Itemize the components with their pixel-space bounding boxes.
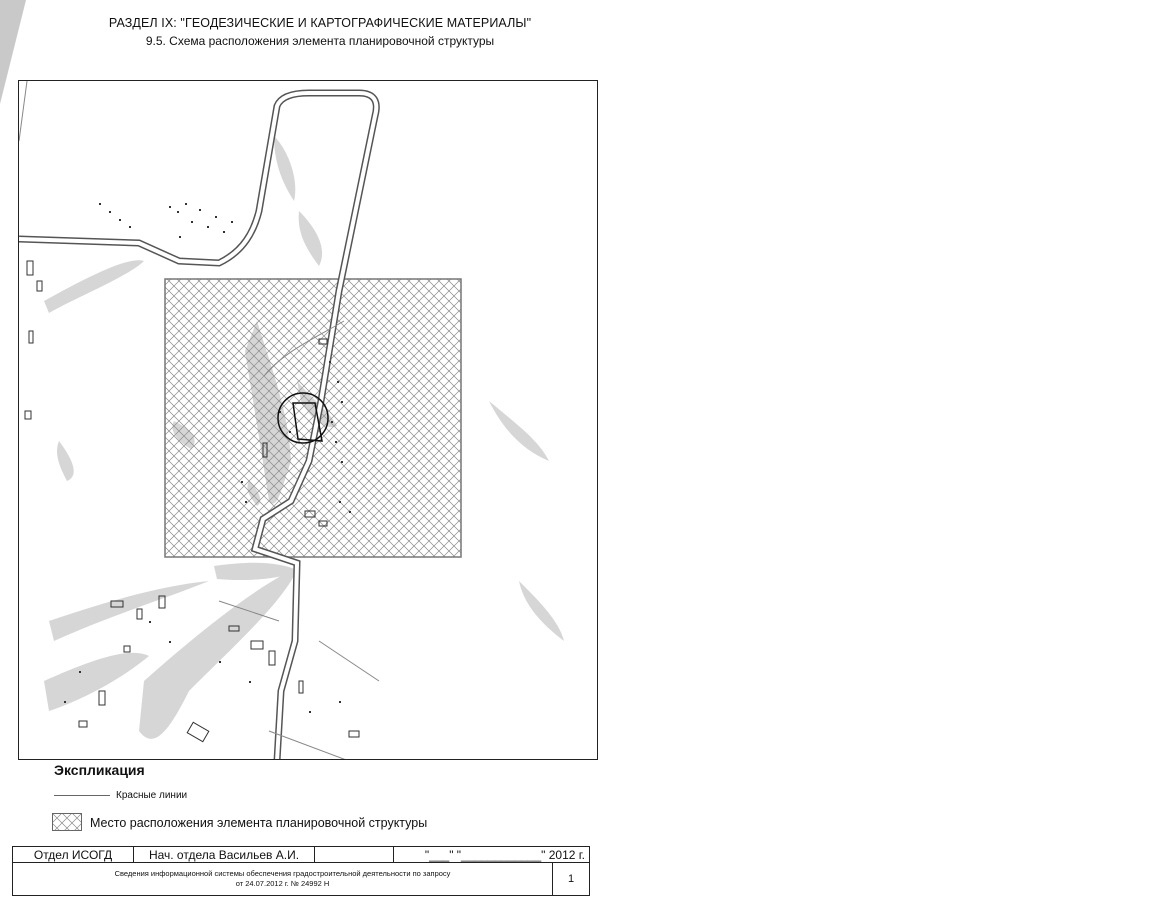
hatch-symbol [52, 813, 82, 831]
water-area [519, 581, 564, 641]
water-area [57, 441, 74, 481]
red-line-symbol [54, 795, 110, 796]
sheet-number: 1 [553, 863, 590, 896]
map-canvas [19, 81, 598, 760]
info-line-1: Сведения информационной системы обеспечения градостроительной деятельности по запросу [114, 869, 451, 878]
water-area [299, 211, 322, 266]
water-area [49, 581, 209, 641]
date-cell: "___" "____________" 2012 г. [394, 847, 590, 863]
scheme-subtitle: 9.5. Схема расположения элемента планировочной структуры [145, 34, 495, 48]
water-area [274, 136, 295, 201]
info-line-2: от 24.07.2012 г. № 24992 Н [235, 879, 330, 888]
planning-element-area [165, 279, 461, 557]
empty-cell [315, 847, 394, 863]
legend-title: Экспликация [54, 762, 145, 778]
map-frame [18, 80, 598, 760]
water-area [44, 653, 149, 711]
title-block [12, 846, 590, 896]
water-area [44, 260, 144, 313]
legend-label-red-lines: Красные линии [116, 790, 188, 801]
department-cell: Отдел ИСОГД [13, 847, 134, 863]
water-area [489, 401, 549, 461]
section-title: РАЗДЕЛ IX: "ГЕОДЕЗИЧЕСКИЕ И КАРТОГРАФИЧЕСКИЕ МАТЕРИАЛЫ" [108, 16, 532, 30]
head-cell: Нач. отдела Васильев А.И. [134, 847, 315, 863]
legend-label-location: Место расположения элемента планировочной структуры [90, 816, 428, 830]
info-cell [13, 863, 553, 896]
